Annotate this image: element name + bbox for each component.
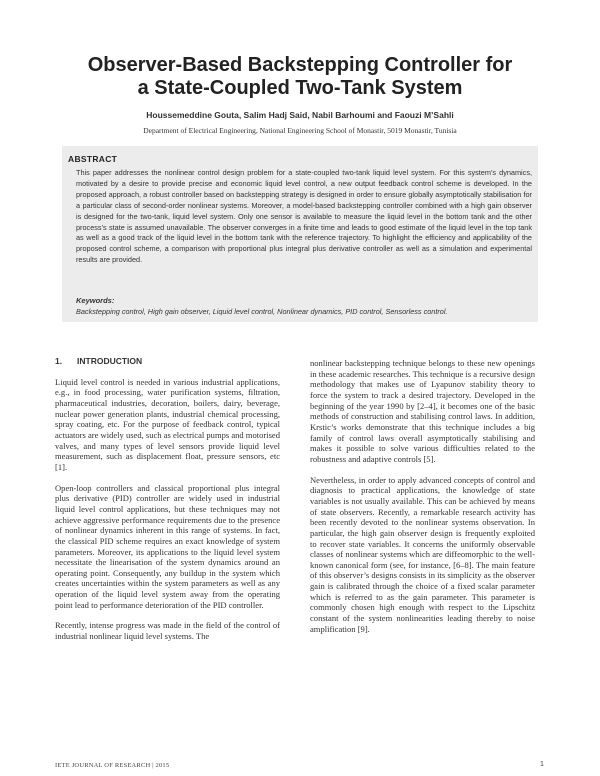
- section-number: 1.: [55, 356, 63, 366]
- keywords-list: Backstepping control, High gain observer, Liquid level control, Nonlinear dynamics, PID control, Sensorless control.: [76, 307, 448, 316]
- abstract-body: This paper addresses the nonlinear control design problem for a state-coupled two-tank liquid level system. For this system’s dynamics, motivated by a desire to provide precise and economic liquid level control, a new output feedback control scheme is developed. In the proposed approach, a robust controller based on backstepping strategy is designed in order to ensure globally asymptotically stabilisation for a particular class of second-order nonlinear systems. Moreover, a model-based backstepping controller combined with a high gain observer is designed for the two-tank, liquid level system. Only one sensor is available to measure the liquid level in the bottom tank and the other process’s state is assumed unavailable. The observer converges in a finite time and leads to good estimate of the liquid level in the top tank as well as a good track of the liquid level in the bottom tank with the reference trajectory. To highlight the efficiency and applicability of the proposed control scheme, a comparison with proportional plus integral plus derivative controller as well as a simulation and experimental results are provided.: [76, 168, 532, 265]
- right-column: [310, 358, 535, 644]
- paragraph: Nevertheless, in order to apply advanced concepts of control and diagnosis to practical applications, the knowledge of state variables is not usually available. This can be achieved by means of state observers. Recently, a remarkable research activity has been recently devoted to the nonlinear systems observation. In particular, the high gain observer design is frequently exploited to recover state variables. It concerns the uniformly observable classes of nonlinear systems which are diffeomorphic to the well-known canonical form (see, for instance, [6–8]. The main feature of this observer’s designs consists in its simplicity as the observer gain is calibrated through the choice of a fixed scalar parameter which is referred to as the gain parameter. This parameter is commonly chosen high enough with respect to the Lipschitz constant of the system nonlinearities leading thereby to noise amplification [9].: [310, 474, 535, 634]
- paragraph: nonlinear backstepping technique belongs to these new openings in these academic researches. This technique is a recursive design methodology that makes use of Lyapunov stability theory to force the system to track a desired trajectory. Developed in the beginning of the year 1990 by [2–4], it becomes one of the basic methods of construction and stabilising control laws. In addition, Krstic’s works demonstrate that this technique includes a big family of control laws overall asymptotically stabilising and makes it possible to solve various difficulties related to the robustness and adaptive controls [5].: [310, 358, 535, 464]
- paragraph: Recently, intense progress was made in the field of the control of industrial nonlinear liquid level systems. The: [55, 620, 280, 642]
- paragraph: Liquid level control is needed in various industrial applications, e.g., in food processing, water purification systems, filtration, pharmaceutical industries, decoration, boilers, dairy, beverage, nuclear power generation plants, industrial chemical processing, spray coating, etc. For the purpose of feedback control, typical actuators are widely used, such as electrical pumps and motorised valves, and many types of level sensors provide liquid level measurement, such as displacement float, pressure sensors, etc [1].: [55, 376, 280, 472]
- paragraph: Open-loop controllers and classical proportional plus integral plus derivative (PID) controller are widely used in industrial liquid level control applications, but these techniques may not achieve aggressive performance requirements due to the presence of nonlinear dynamics inherent in this range of systems. In fact, the classical PID scheme requires an exact knowledge of system parameters. Moreover, its applications to the liquid level system necessitate the linearisation of the system dynamics around an operating point. Consequently, any buildup in the system which creates uncertainties within the system parameters as well as any operation of the liquid level system away from the operating point lead to performance deterioration of the PID controller.: [55, 482, 280, 610]
- paper-title-line-1: Observer-Based Backstepping Controller for: [87, 54, 513, 76]
- section-title: INTRODUCTION: [77, 356, 143, 366]
- journal-footer: IETE JOURNAL OF RESEARCH | 2015: [55, 762, 170, 769]
- author-list: Houssemeddine Gouta, Salim Hadj Said, Nabil Barhoumi and Faouzi M’Sahli: [146, 110, 454, 120]
- section-heading-introduction: [55, 356, 280, 367]
- paper-title: [60, 54, 540, 100]
- paper-title-line-2: a State-Coupled Two-Tank System: [137, 77, 463, 99]
- page-number: 1: [540, 761, 544, 768]
- abstract-heading: ABSTRACT: [68, 154, 118, 164]
- keywords-heading: Keywords:: [76, 296, 115, 305]
- abstract-box: [62, 146, 538, 322]
- left-column: [55, 356, 280, 652]
- affiliation: Department of Electrical Engineering, National Engineering School of Monastir, 5019 Monastir, Tunisia: [143, 126, 457, 135]
